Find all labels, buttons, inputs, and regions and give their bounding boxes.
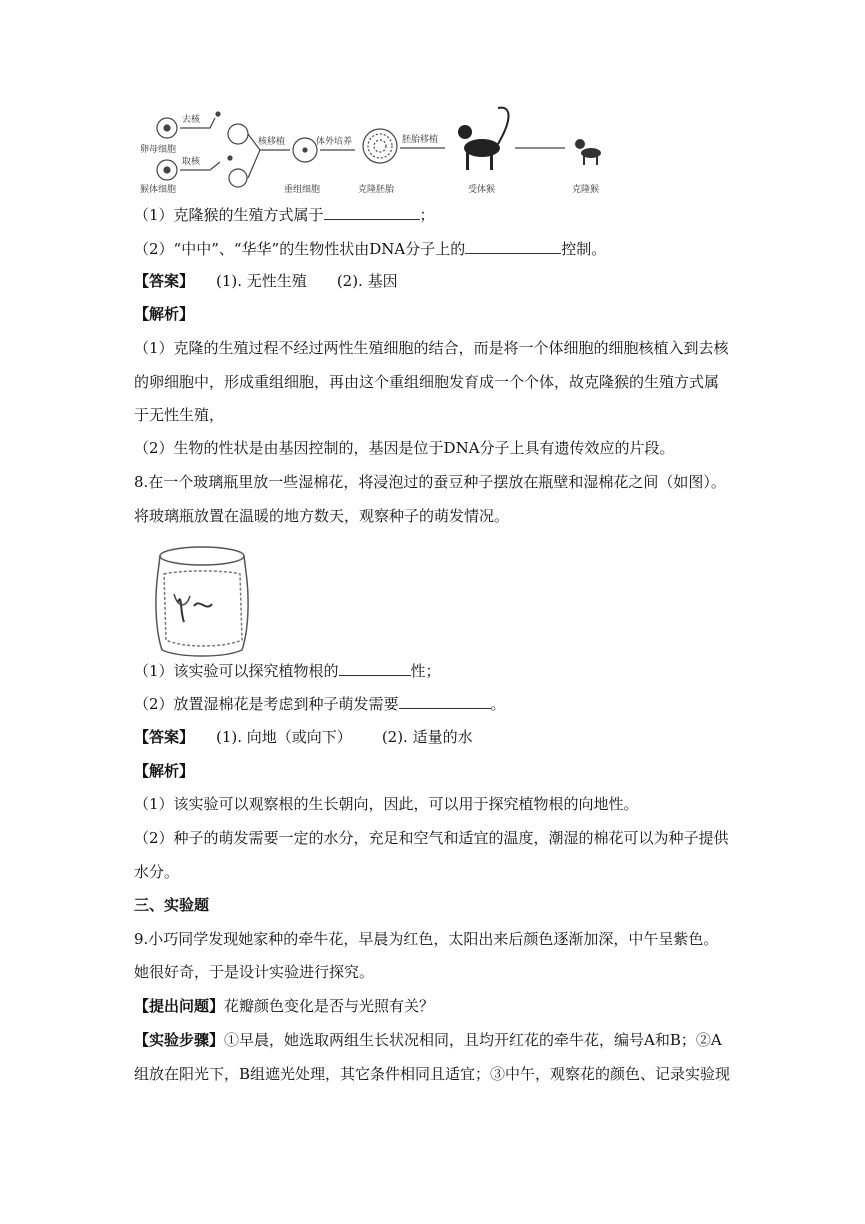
section-heading: 三、实验题 bbox=[134, 896, 210, 914]
q8-analysis-label: 【解析】 bbox=[134, 762, 195, 780]
recipient-monkey-shape bbox=[458, 125, 500, 170]
q7-answer: 【答案】 (1). 无性生殖 (2). 基因 bbox=[134, 272, 398, 290]
q8-analysis-1: （1）该实验可以观察根的生长朝向，因此，可以用于探究植物根的向地性。 bbox=[134, 795, 639, 813]
q8-answer: 【答案】 (1). 向地（或向下） (2). 适量的水 bbox=[134, 728, 473, 746]
q9-stem-2: 她很好奇，于是设计实验进行探究。 bbox=[134, 963, 375, 981]
clone-monkey-shape bbox=[575, 139, 601, 165]
clone-process-diagram bbox=[140, 100, 620, 200]
label-recipient-monkey: 受体猴 bbox=[468, 185, 496, 195]
q9-stem-1: 9.小巧同学发现她家种的牵牛花，早晨为红色，太阳出来后颜色逐渐加深，中午呈紫色。 bbox=[134, 930, 719, 948]
glass-jar-image bbox=[150, 542, 260, 662]
label-nuclear-transfer: 核移植 bbox=[258, 137, 286, 147]
q8-part2: （2）放置湿棉花是考虑到种子萌发需要 。 bbox=[134, 695, 506, 713]
q7-analysis-1c: 于无性生殖， bbox=[134, 406, 225, 424]
q8-analysis-2a: （2）种子的萌发需要一定的水分，充足和空气和适宜的温度，潮湿的棉花可以为种子提供 bbox=[134, 829, 729, 847]
q9-steps-1: 【实验步骤】①早晨，她选取两组生长状况相同，且均开红花的牵牛花，编号A和B；②A bbox=[134, 1031, 722, 1049]
label-embryo-transfer: 胚胎移植 bbox=[402, 135, 439, 145]
q7-analysis-1a: （1）克隆的生殖过程不经过两性生殖细胞的结合，而是将一个体细胞的细胞核植入到去核 bbox=[134, 339, 729, 357]
q7-analysis-1b: 的卵细胞中，形成重组细胞，再由这个重组细胞发育成一个个体，故克隆猴的生殖方式属 bbox=[134, 373, 720, 391]
q7-part1: （1）克隆猴的生殖方式属于 ； bbox=[134, 206, 435, 224]
label-in-vitro: 体外培养 bbox=[316, 137, 353, 147]
q8-part1: （1）该实验可以探究植物根的 性； bbox=[134, 662, 441, 680]
label-take-nucleus: 取核 bbox=[182, 157, 201, 167]
q7-part2: （2）“中中”、“华华”的生物性状由DNA分子上的 控制。 bbox=[134, 240, 607, 258]
label-body-cell: 猴体细胞 bbox=[140, 185, 177, 195]
q9-question: 【提出问题】花瓣颜色变化是否与光照有关？ bbox=[134, 997, 435, 1015]
label-remove-nucleus: 去核 bbox=[182, 115, 201, 125]
label-reconstructed-cell: 重组细胞 bbox=[284, 185, 321, 195]
q7-analysis-2: （2）生物的性状是由基因控制的，基因是位于DNA分子上具有遗传效应的片段。 bbox=[134, 439, 675, 457]
q8-analysis-2b: 水分。 bbox=[134, 863, 180, 881]
label-clone-monkey: 克隆猴 bbox=[572, 185, 600, 195]
q8-stem-2: 将玻璃瓶放置在温暖的地方数天，观察种子的萌发情况。 bbox=[134, 507, 510, 525]
q9-steps-2: 组放在阳光下，B组遮光处理，其它条件相同且适宜；③中午，观察花的颜色、记录实验现 bbox=[134, 1065, 731, 1083]
label-clone-embryo: 克隆胚胎 bbox=[358, 185, 395, 195]
q7-analysis-label: 【解析】 bbox=[134, 305, 195, 323]
label-egg-cell: 卵母细胞 bbox=[140, 145, 177, 155]
q8-stem-1: 8.在一个玻璃瓶里放一些湿棉花，将浸泡过的蚕豆种子摆放在瓶壁和湿棉花之间（如图）。 bbox=[134, 473, 726, 491]
